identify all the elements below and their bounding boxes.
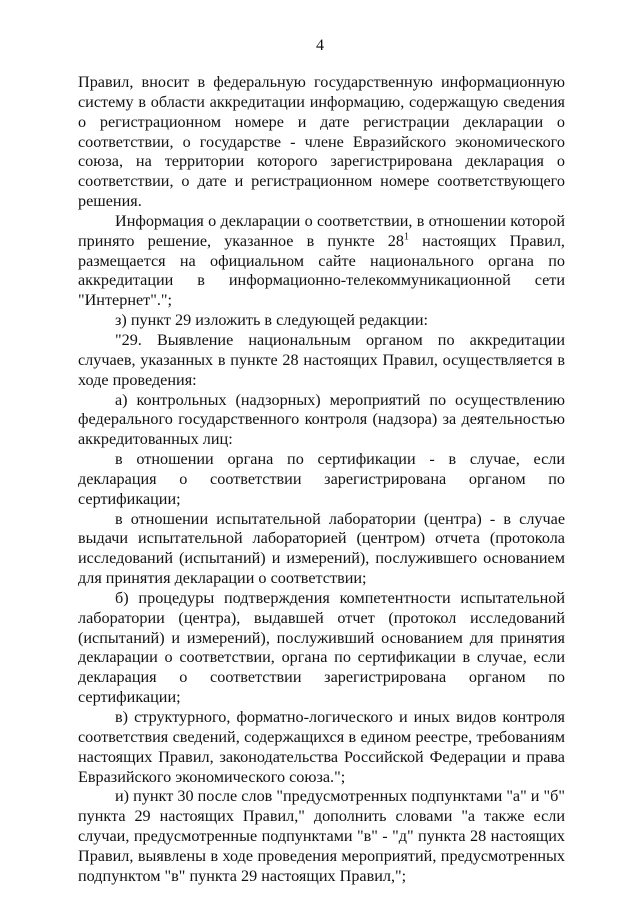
paragraph-clause-29: "29. Выявление национальным органом по аккредитации случаев, указанных в пункте 28 настоящих Правил, осуществляется в ходе проведения: [78, 330, 565, 389]
superscript-footnote: 1 [404, 231, 409, 243]
paragraph-subitem-b: б) процедуры подтверждения компетентности испытательной лаборатории (центра), выдавшей отчет (протокол исследований (испытаний) и измерений), послуживший основанием для принятия декларации о соответствии, органа по сертификации в случае, если декларация о соответствии зарегистрирована органом по сертификации; [78, 588, 565, 707]
paragraph-item-i: и) пункт 30 после слов "предусмотренных подпунктами "а" и "б" пункта 29 настоящих Правил," дополнить словами "а также если случаи, предусмотренные подпунктами "в" - "д" пункта 28 настоящих Правил, выявлены в ходе проведения мероприятий, предусмотренных подпунктом "в" пункта 29 настоящих Правил,"; [78, 787, 565, 885]
paragraph-declaration-info-text: Информация о декларации о соответствии, в отношении которой принято решение, указанное в пункте 28 [78, 211, 565, 250]
page-number: 4 [316, 37, 324, 54]
paragraph-declaration-info-text-end: настоящих Правил, размещается на официальном сайте национального органа по аккредитации в информационно-телекоммуникационной сети "Интернет"."; [78, 231, 565, 310]
paragraph-testing-laboratory: в отношении испытательной лаборатории (центра) - в случае выдачи испытательной лабораторией (центром) отчета (протокола исследований (испытаний) и измерений), послужившего основанием для принятия декларации о соответствии; [78, 509, 565, 588]
paragraph-subitem-v: в) структурного, форматно-логического и иных видов контроля соответствия сведений, содержащихся в едином реестре, требованиям настоящих Правил, законодательства Российской Федерации и права Евразийского экономического союза."; [78, 708, 565, 786]
paragraph-subitem-a: а) контрольных (надзорных) мероприятий по осуществлению федерального государственного контроля (надзора) за деятельностью аккредитованных лиц: [78, 390, 565, 449]
paragraph-certification-body: в отношении органа по сертификации - в случае, если декларация о соответствии зарегистрирована органом по сертификации; [78, 450, 565, 508]
document-body [78, 73, 565, 887]
paragraph-item-z: з) пункт 29 изложить в следующей редакции: [115, 311, 428, 330]
paragraph-continuation: Правил, вносит в федеральную государственную информационную систему в области аккредитации информацию, содержащую сведения о регистрационном номере и дате регистрации декларации о соответствии, о государстве - члене Евразийского экономического союза, на территории которого зарегистрирована декларация о соответствии, о дате и регистрационном номере соответствующего решения. [78, 73, 565, 211]
paragraph-declaration-info [78, 212, 565, 311]
